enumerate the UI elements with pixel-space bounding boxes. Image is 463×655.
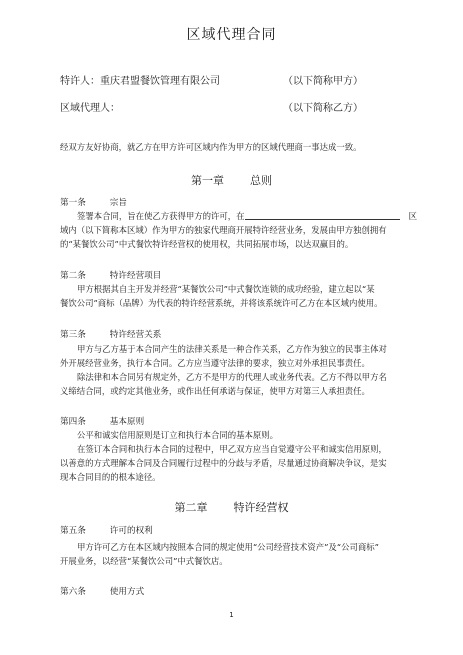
blank-region-line: [245, 210, 400, 220]
article-6-heading: 第六条 使用方式: [60, 587, 145, 597]
party-b-label: 区域代理人：: [60, 103, 120, 114]
article-2-heading: 第二条 特许经营项目: [60, 271, 162, 281]
article-3-body: 甲方与乙方基于本合同产生的法律关系是一种合作关系，乙方作为独立的民事主体对 外开展经营业务，执行本合同。乙方应当遵守法律的要求，独立对外承担民事责任。 除法律和本合同另有规定外，乙方不是甲方的代理人或业务代表。乙方不得以甲方名 义缔结合同，或约定其他业务，或作出任何承诺与保证，使甲方对第三人承担责任。: [60, 344, 387, 396]
preamble: 经双方友好协商，就乙方在甲方许可区域内作为甲方的区域代理商一事达成一致。: [60, 142, 362, 152]
party-a-line: [60, 72, 220, 87]
chapter-1-heading: 第一章 总则: [191, 174, 272, 187]
article-1-body: 签署本合同，旨在使乙方获得甲方的许可，在 区 域内（以下简称本区域）作为甲方的独家代理商开展特许经营业务，发展由甲方独创拥有 的“某餐饮公司”中式餐饮特许经营权的使用权，共同拓展市场，以达双赢目的。: [60, 211, 417, 249]
chapter-2-heading: 第二章 特许经营权: [174, 501, 289, 514]
article-2-body: 甲方根据其自主开发并经营“某餐饮公司”中式餐饮连锁的成功经验，建立起以“某 餐饮公司”商标（品牌）为代表的特许经营系统，并将该系统许可乙方在本区域内使用。: [60, 284, 383, 308]
article-5-heading: 第五条 许可的权利: [60, 526, 153, 536]
article-3-heading: 第三条 特许经营关系: [60, 330, 162, 340]
article-5-body: 甲方许可乙方在本区域内按照本合同的规定使用“公司经营技术资产”及“公司商标” 开展业务，以经营“某餐饮公司”中式餐饮店。: [60, 542, 379, 566]
contract-title: 区域代理合同: [186, 27, 277, 43]
party-a-label: 特许人：重庆君盟餐饮管理有限公司: [60, 76, 220, 87]
party-b-note: （以下简称乙方）: [283, 103, 363, 114]
article-1-heading: 第一条 宗旨: [60, 198, 127, 208]
page-number: 1: [229, 611, 234, 619]
article-4-body: 公平和诚实信用原则是订立和执行本合同的基本原则。 在签订本合同和执行本合同的过程中，甲乙双方应当自觉遵守公平和诚实信用原则， 以善意的方式理解本合同及合同履行过程中的分歧与矛盾，尽量通过协商解决争议，是实 现本合同目的的根本途径。: [60, 430, 387, 482]
article-4-heading: 第四条 基本原则: [60, 417, 145, 427]
party-a-note: （以下简称甲方）: [283, 76, 363, 87]
